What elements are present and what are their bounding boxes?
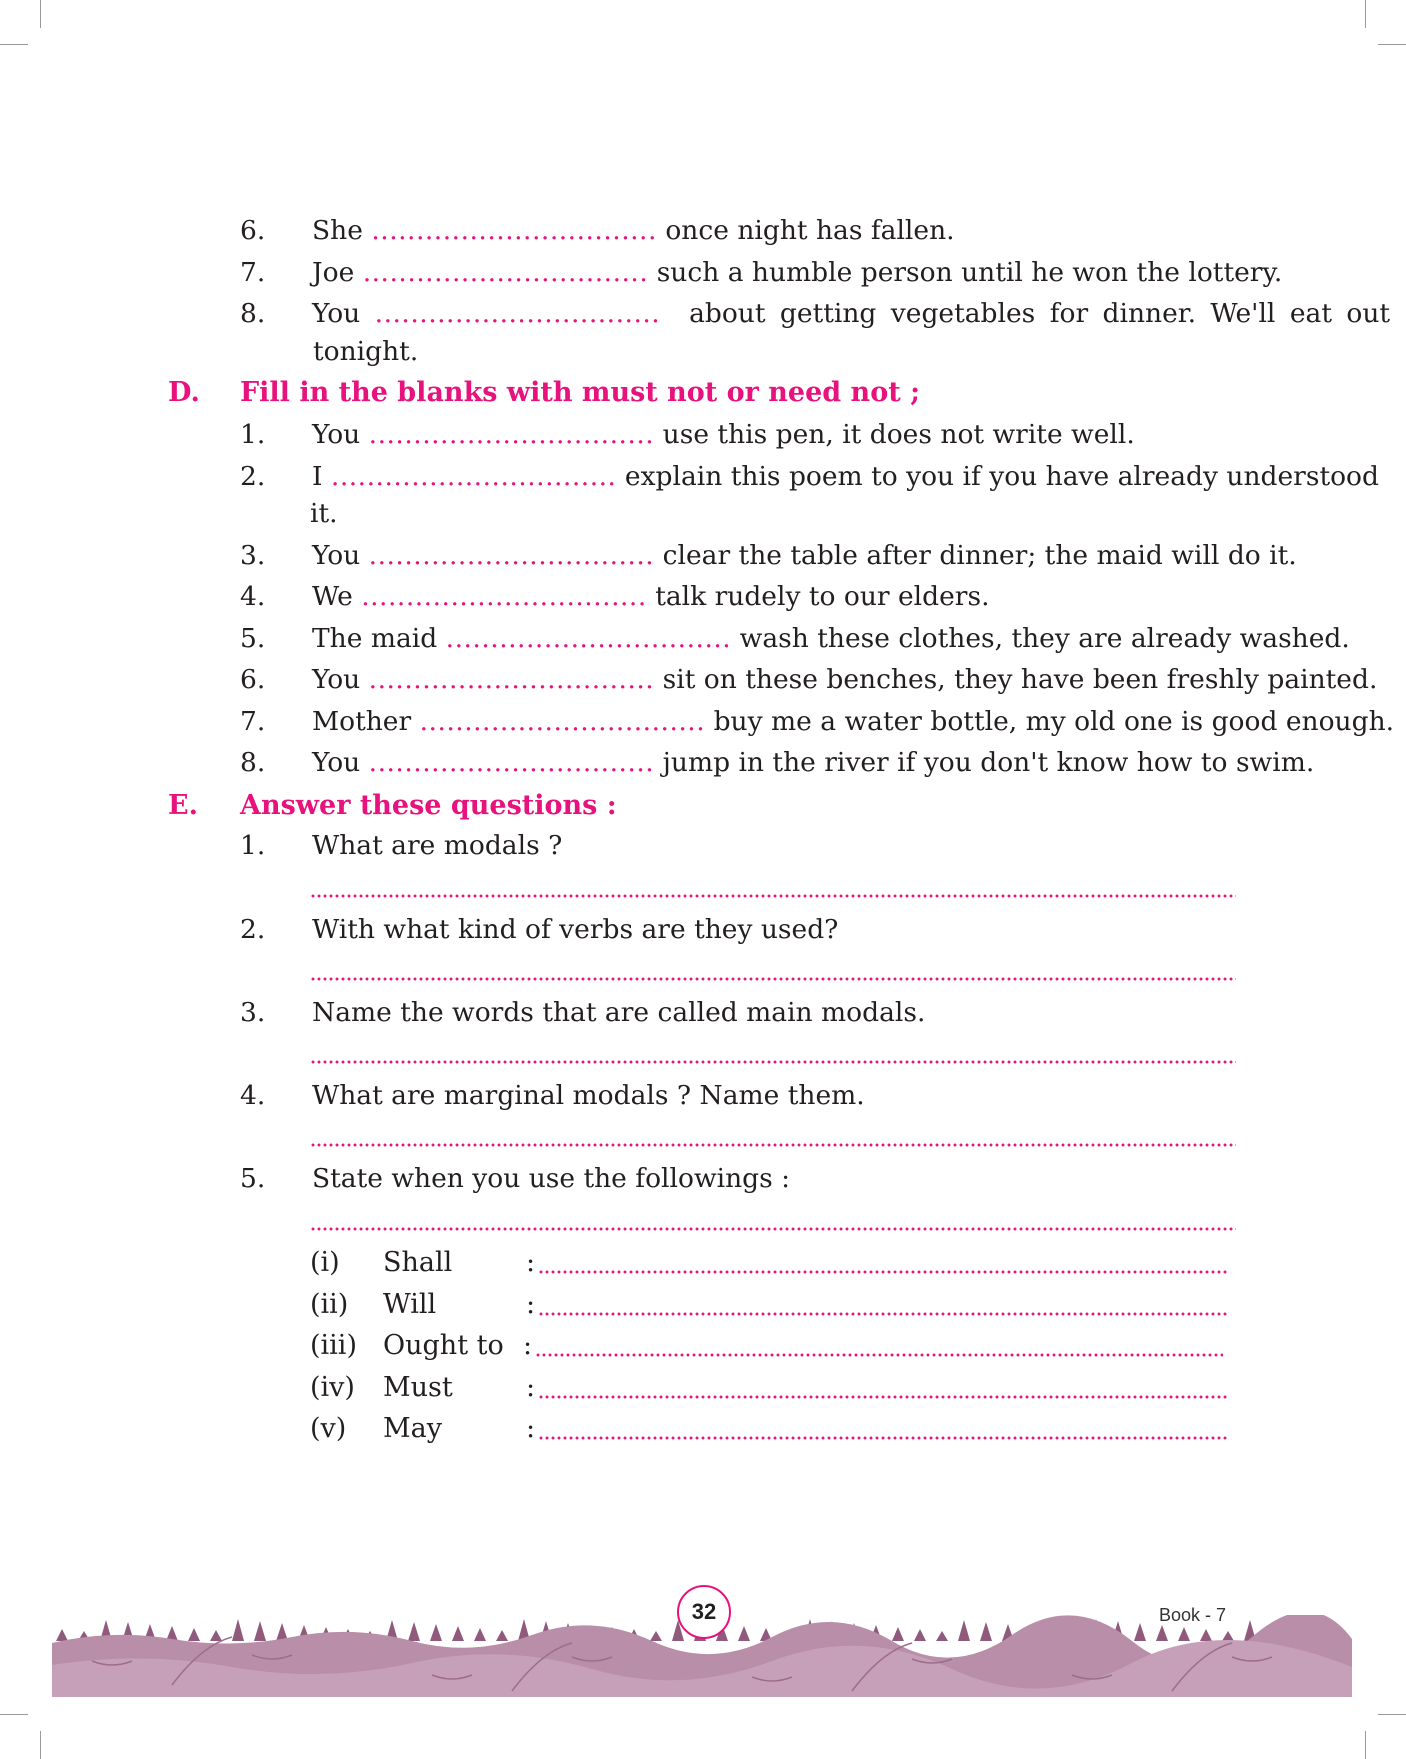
- tree-icon: [738, 1626, 750, 1641]
- item-number: 2.: [240, 461, 266, 492]
- tree-icon: [936, 1631, 948, 1641]
- question-text: Name the words that are called main modals.: [312, 997, 926, 1028]
- blank: ................................: [361, 581, 647, 612]
- item-text: explain this poem to you if you have already understood: [624, 461, 1379, 492]
- colon: :: [526, 1413, 536, 1444]
- blank: ................................: [371, 215, 657, 246]
- tree-icon: [980, 1622, 992, 1641]
- blank: ................................: [419, 706, 706, 737]
- item-text: jump in the river if you don't know how to swim.: [662, 747, 1315, 778]
- section-letter: D.: [168, 377, 200, 408]
- blank: ................................: [368, 540, 655, 571]
- crop-mark: [1365, 0, 1366, 28]
- answer-line[interactable]: [310, 1060, 1236, 1064]
- question-text: State when you use the followings :: [312, 1163, 791, 1194]
- sub-item-label: (i): [310, 1247, 340, 1278]
- tree-icon: [188, 1628, 200, 1641]
- item-text: buy me a water bottle, my old one is good enough.: [713, 706, 1395, 737]
- tree-icon: [892, 1627, 904, 1641]
- tree-icon: [254, 1621, 266, 1641]
- tree-icon: [56, 1629, 68, 1641]
- item-number: 7.: [240, 706, 266, 737]
- answer-line[interactable]: [535, 1353, 1223, 1357]
- tree-icon: [1178, 1627, 1190, 1641]
- answer-line[interactable]: [538, 1270, 1228, 1274]
- item-number: 7.: [240, 257, 266, 288]
- item-subject: Mother: [312, 706, 412, 737]
- sub-item-word: May: [383, 1413, 442, 1444]
- tree-icon: [474, 1628, 486, 1641]
- question-text: With what kind of verbs are they used?: [312, 914, 839, 945]
- item-text: sit on these benches, they have been freshly painted.: [662, 664, 1378, 695]
- sub-item-label: (iii): [310, 1330, 357, 1361]
- item-subject: She: [312, 215, 363, 246]
- item-number: 6.: [240, 215, 266, 246]
- tree-icon: [210, 1630, 222, 1641]
- section-title: Answer these questions :: [240, 790, 617, 821]
- book-label: Book - 7: [1159, 1605, 1227, 1625]
- tree-icon: [452, 1626, 464, 1641]
- sub-item-word: Ought to: [383, 1330, 504, 1361]
- tree-icon: [1156, 1625, 1168, 1641]
- question-number: 1.: [240, 830, 266, 861]
- item-number: 5.: [240, 623, 266, 654]
- item-wrap: tonight.: [313, 336, 419, 367]
- colon: :: [526, 1372, 536, 1403]
- sub-item-label: (iv): [310, 1372, 355, 1403]
- colon: :: [523, 1330, 533, 1361]
- item-subject: You: [312, 747, 361, 778]
- sub-item-label: (v): [310, 1413, 347, 1444]
- crop-mark: [40, 0, 41, 28]
- item-text: wash these clothes, they are already washed.: [739, 623, 1350, 654]
- item-subject: The maid: [312, 623, 438, 654]
- crop-mark: [1378, 1714, 1406, 1715]
- tree-icon: [958, 1620, 970, 1641]
- section-title: Fill in the blanks with must not or need not ;: [240, 377, 921, 408]
- item-number: 6.: [240, 664, 266, 695]
- answer-line[interactable]: [538, 1395, 1228, 1399]
- item-number: 4.: [240, 581, 266, 612]
- sub-item-word: Will: [383, 1289, 437, 1320]
- tree-icon: [650, 1631, 662, 1641]
- item-subject: You: [312, 540, 361, 571]
- blank: ................................: [374, 298, 661, 329]
- item-subject: Joe: [312, 257, 355, 288]
- item-subject: We: [312, 581, 353, 612]
- item-subject: You: [312, 664, 361, 695]
- crop-mark: [0, 44, 28, 45]
- answer-line[interactable]: [310, 1227, 1236, 1231]
- item-subject: I: [312, 461, 323, 492]
- sub-item-word: Shall: [383, 1247, 453, 1278]
- tree-icon: [408, 1622, 420, 1641]
- crop-mark: [40, 1731, 41, 1759]
- tree-icon: [496, 1630, 508, 1641]
- item-number: 3.: [240, 540, 266, 571]
- crop-mark: [1378, 44, 1406, 45]
- crop-mark: [1365, 1731, 1366, 1759]
- item-number: 8.: [240, 747, 266, 778]
- item-subject: You: [312, 419, 361, 450]
- blank: ................................: [330, 461, 617, 492]
- item-text: about getting vegetables for dinner. We'll eat out: [689, 298, 1391, 329]
- tree-icon: [1200, 1629, 1212, 1641]
- item-text: clear the table after dinner; the maid will do it.: [662, 540, 1297, 571]
- blank: ................................: [362, 257, 649, 288]
- blank: ................................: [368, 664, 655, 695]
- colon: :: [526, 1247, 536, 1278]
- tree-icon: [914, 1629, 926, 1641]
- item-text: talk rudely to our elders.: [655, 581, 990, 612]
- answer-line[interactable]: [310, 1143, 1236, 1147]
- question-number: 2.: [240, 914, 266, 945]
- answer-line[interactable]: [310, 894, 1236, 898]
- blank: ................................: [445, 623, 732, 654]
- question-number: 3.: [240, 997, 266, 1028]
- answer-line[interactable]: [538, 1312, 1228, 1316]
- page-number: 32: [677, 1585, 731, 1639]
- item-text: such a humble person until he won the lottery.: [656, 257, 1283, 288]
- tree-icon: [232, 1619, 244, 1641]
- colon: :: [526, 1289, 536, 1320]
- question-number: 5.: [240, 1163, 266, 1194]
- answer-line[interactable]: [310, 977, 1236, 981]
- sub-item-word: Must: [383, 1372, 453, 1403]
- blank: ................................: [368, 419, 655, 450]
- item-text: use this pen, it does not write well.: [662, 419, 1135, 450]
- crop-mark: [0, 1714, 28, 1715]
- tree-icon: [430, 1624, 442, 1641]
- item-subject: You: [312, 298, 361, 329]
- section-letter: E.: [168, 790, 198, 821]
- tree-icon: [1222, 1631, 1234, 1641]
- answer-line[interactable]: [538, 1436, 1228, 1440]
- sub-item-label: (ii): [310, 1289, 349, 1320]
- question-text: What are marginal modals ? Name them.: [312, 1080, 865, 1111]
- tree-icon: [1134, 1623, 1146, 1641]
- question-number: 4.: [240, 1080, 266, 1111]
- item-wrap: it.: [310, 498, 338, 529]
- blank: ................................: [368, 747, 655, 778]
- question-text: What are modals ?: [312, 830, 563, 861]
- item-number: 1.: [240, 419, 266, 450]
- item-number: 8.: [240, 298, 266, 329]
- item-text: once night has fallen.: [665, 215, 955, 246]
